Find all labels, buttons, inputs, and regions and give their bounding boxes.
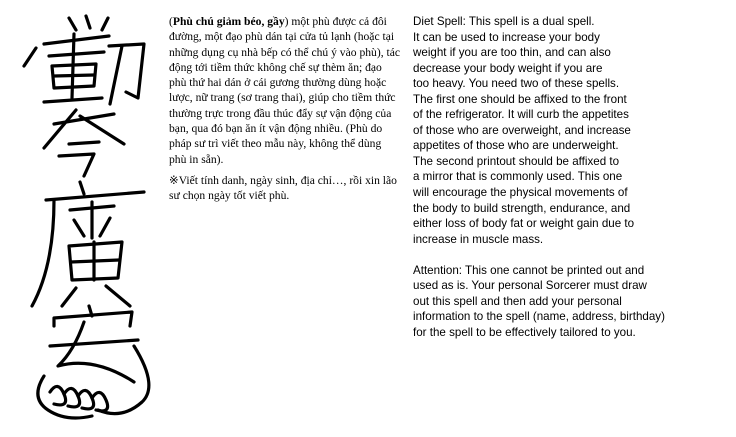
vietnamese-body: ) một phù được cả đôi đường, một đạo phù dán tại cửa tủ lạnh (hoặc tại những dụng cụ nhà bếp có thể chú ý vào phù), tác động tới tiềm thức không chế sự thèm ăn; đạo phù thứ hai dán ở cái gương thường dùng hoặc lược, nữ trang (sơ trang thai), giúp cho tiềm thức thường trực trong đầu thúc đẩy sự vận động của bạn, qua đó bạn ăn ít vận động nhiều. (Phù do pháp sư trì viết theo mẫu này, không thể dùng phù in sẵn). xyxy=(169,15,401,166)
vietnamese-text-block xyxy=(169,14,401,204)
english-paragraph-attention: Attention: This one cannot be printed out and used as is. Your personal Sorcerer must draw out this spell and then add your personal information to the spell (name, address, birthday) for the spell to be effectively tailored to you. xyxy=(413,263,665,339)
english-paragraph-diet-spell: Diet Spell: This spell is a dual spell. It can be used to increase your body weight if you are too thin, and can also decrease your body weight if you are too heavy. You need two of these spells. The first one should be affixed to the front of the refrigerator. It will curb the appetites of those who are overweight, and increase appetites of those who are underweight. The second printout should be affixed to a mirror that is commonly used. This one will encourage the physical movements of the body to build strength, endurance, and either loss of body fat or weight gain due to increase in muscle mass. xyxy=(413,15,635,246)
vietnamese-note: ※Viết tính danh, ngày sinh, địa chỉ…, rồi xin lão sư chọn ngày tốt viết phù. xyxy=(169,173,397,203)
vietnamese-paragraph: (Phù chú giảm béo, gầy) một phù được cả đôi đường, một đạo phù dán tại cửa tủ lạnh (hoặc tại những dụng cụ nhà bếp có thể chú ý vào phù), tác động tới tiềm thức không chế sự thèm ăn; đạo phù thứ hai dán ở cái gương thường dùng hoặc lược, nữ trang (sơ trang thai), giúp cho tiềm thức thường trực trong đầu thúc đẩy sự vận động của bạn, qua đó bạn ăn ít vận động nhiều. (Phù do pháp sư trì viết theo mẫu này, không thể dùng phù in sẵn). xyxy=(169,15,401,166)
english-text-block xyxy=(413,14,735,340)
calligraphy-talisman-icon xyxy=(14,6,164,431)
vietnamese-title: Phù chú giảm béo, gầy xyxy=(172,15,285,28)
